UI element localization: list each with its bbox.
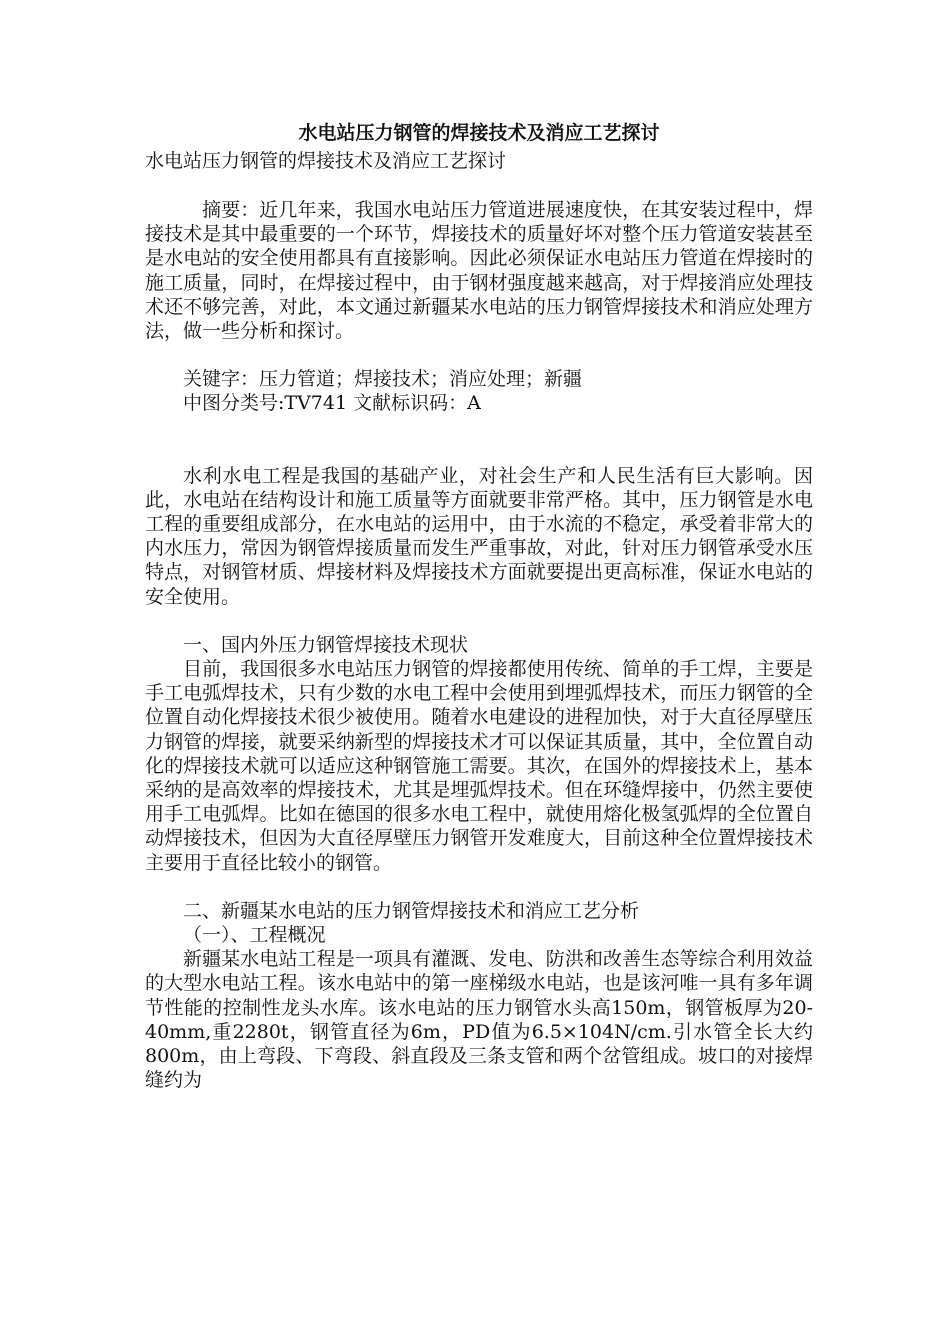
section1-heading: 一、国内外压力钢管焊接技术现状 xyxy=(183,633,469,656)
section2-paragraph: 新疆某水电站工程是一项具有灌溉、发电、防洪和改善生态等综合利用效益的大型水电站工程。该水电站中的第一座梯级水电站，也是该河唯一具有多年调节性能的控制性龙头水库。该水电站的压力钢管水头高150m，钢管板厚为20-40mm,重2280t，钢管直径为6m，PD值为6.5×104N/cm.引水管全长大约800m，由上弯段、下弯段、斜直段及三条支管和两个岔管组成。坡口的对接焊缝约为 xyxy=(145,948,813,1092)
document-subtitle: 水电站压力钢管的焊接技术及消应工艺探讨 xyxy=(145,150,507,172)
section2-subheading: （一）、工程概况 xyxy=(183,924,326,947)
section1-paragraph: 目前，我国很多水电站压力钢管的焊接都使用传统、简单的手工焊，主要是手工电弧焊技术，只有少数的水电工程中会使用到埋弧焊技术，而压力钢管的全位置自动化焊接技术很少被使用。随着水电建设的进程加快，对于大直径厚壁压力钢管的焊接，就要采纳新型的焊接技术才可以保证其质量，其中，全位置自动化的焊接技术就可以适应这种钢管施工需要。其次，在国外的焊接技术上，基本采纳的是高效率的焊接技术，尤其是埋弧焊技术。但在环缝焊接中，仍然主要使用手工电弧焊。比如在德国的很多水电工程中，就使用熔化极氢弧焊的全位置自动焊接技术，但因为大直径厚壁压力钢管开发难度大，目前这种全位置焊接技术主要用于直径比较小的钢管。 xyxy=(145,658,813,874)
classification-line: 中图分类号:TV741 文献标识码：A xyxy=(183,392,481,415)
document-title: 水电站压力钢管的焊接技术及消应工艺探讨 xyxy=(298,122,660,144)
spacer xyxy=(145,609,813,633)
spacer xyxy=(145,174,813,198)
keywords-line: 关键字：压力管道；焊接技术；消应处理；新疆 xyxy=(183,368,583,391)
abstract-paragraph: 摘要：近几年来，我国水电站压力管道进展速度快，在其安装过程中，焊接技术是其中最重要的一个环节，焊接技术的质量好坏对整个压力管道安装甚至是水电站的安全使用都具有直接影响。因此必须保证水电站压力管道在焊接时的施工质量，同时，在焊接过程中，由于钢材强度越来越高，对于焊接消应处理技术还不够完善，对此，本文通过新疆某水电站的压力钢管焊接技术和消应处理方法，做一些分析和探讨。 xyxy=(145,199,813,343)
spacer xyxy=(145,343,813,367)
intro-paragraph: 水利水电工程是我国的基础产业，对社会生产和人民生活有巨大影响。因此，水电站在结构设计和施工质量等方面就要非常严格。其中，压力钢管是水电工程的重要组成部分，在水电站的运用中，由于水流的不稳定，承受着非常大的内水压力，常因为钢管焊接质量而发生严重事故，对此，针对压力钢管承受水压特点，对钢管材质、焊接材料及焊接技术方面就要提出更高标准，保证水电站的安全使用。 xyxy=(145,464,813,608)
spacer xyxy=(145,875,813,899)
section2-heading: 二、新疆某水电站的压力钢管焊接技术和消应工艺分析 xyxy=(183,899,640,922)
spacer xyxy=(145,416,813,464)
document-body xyxy=(145,118,813,1093)
